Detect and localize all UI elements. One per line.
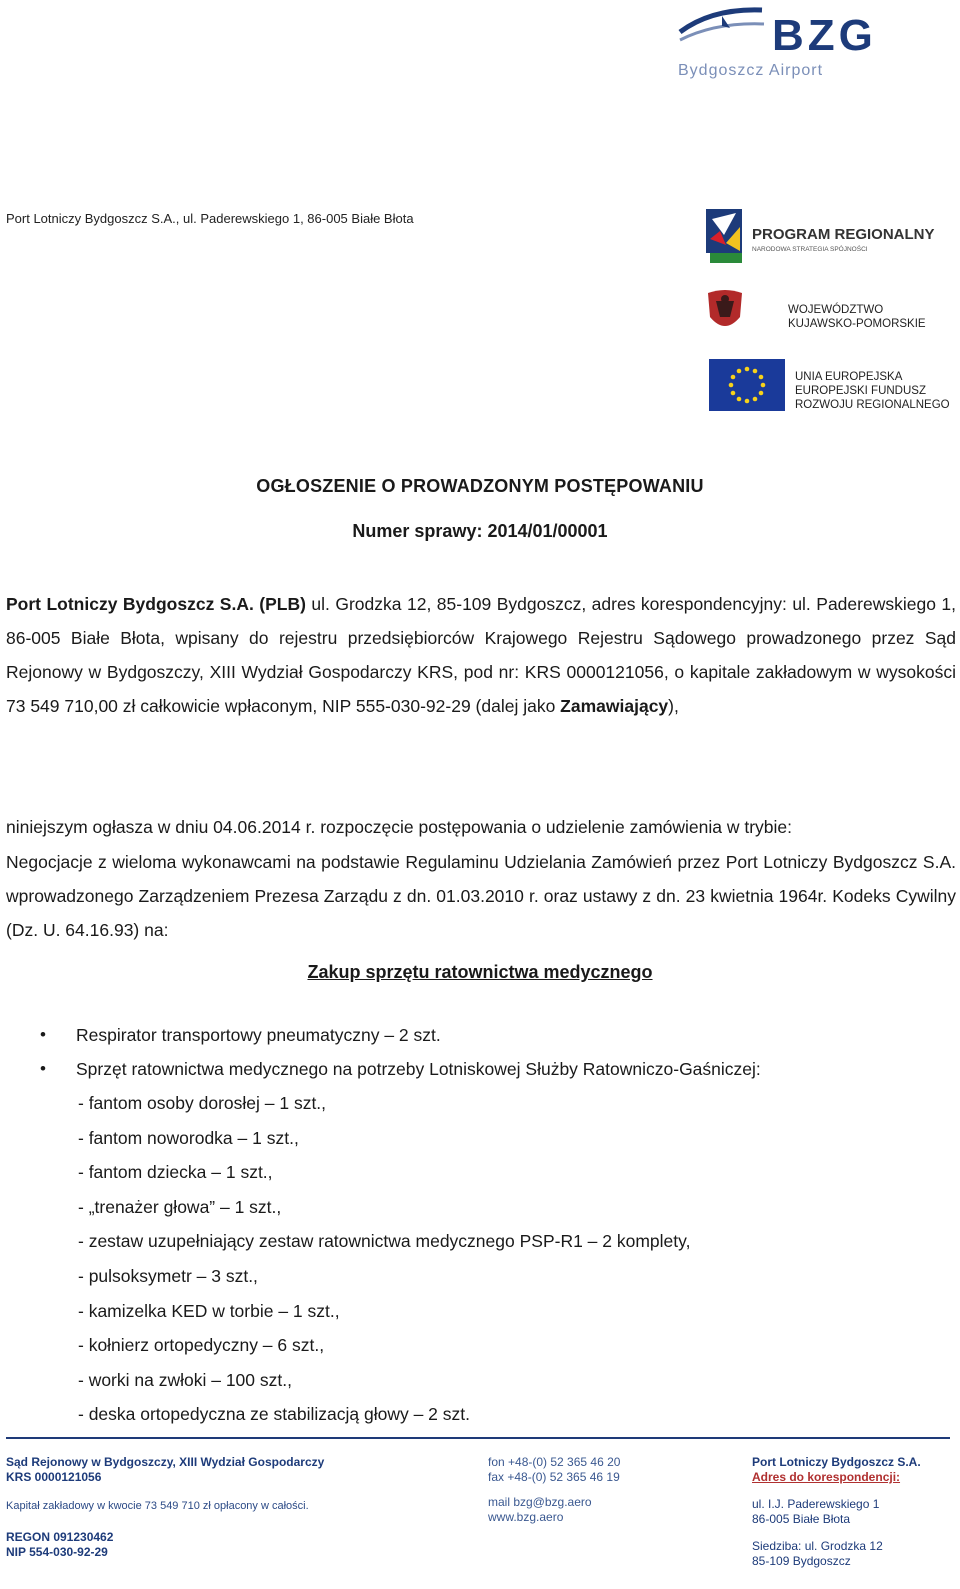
document-title: OGŁOSZENIE O PROWADZONYM POSTĘPOWANIU	[256, 476, 704, 496]
bzg-airport-logo	[672, 2, 934, 82]
voivodeship-crest-icon	[704, 287, 746, 337]
footer-company-name: Port Lotniczy Bydgoszcz S.A.	[752, 1455, 921, 1469]
announcement-paragraph: niniejszym ogłasza w dniu 04.06.2014 r. rozpoczęcie postępowania o udzielenie zamówienia w trybie:	[6, 817, 793, 837]
footer-contact	[488, 1455, 620, 1525]
eu-flag-icon	[709, 359, 785, 411]
procedure-mode-paragraph: Negocjacje z wieloma wykonawcami na podstawie Regulaminu Udzielania Zamówień przez Port Lotniczy Bydgoszcz S.A. wprowadzonego Zarządzeniem Prezesa Zarządu z dn. 01.03.2010 r. oraz ustawy z dn. 23 kwietnia 1964r. Kodeks Cywilny (Dz. U. 64.16.93) na:	[6, 852, 956, 940]
footer-fax: fax +48-(0) 52 365 46 19	[488, 1470, 620, 1484]
case-number: Numer sprawy: 2014/01/00001	[352, 521, 608, 541]
footer-website[interactable]: www.bzg.aero	[488, 1510, 564, 1524]
footer-regon: REGON 091230462	[6, 1530, 114, 1544]
footer-corr-label: Adres do korespondencji:	[752, 1470, 901, 1484]
footer-court: Sąd Rejonowy w Bydgoszczy, XIII Wydział Gospodarczy	[6, 1455, 325, 1469]
bzg-logo-text: BZG	[772, 11, 877, 60]
program-regionalny-logo	[706, 209, 938, 267]
list-item: • Respirator transportowy pneumatyczny – 2 szt.	[40, 1018, 940, 1052]
footer-seat-city: 85-109 Bydgoszcz	[752, 1554, 851, 1568]
organization-details: ul. Grodzka 12, 85-109 Bydgoszcz, adres korespondencyjny: ul. Paderewskiego 1, 86-005 Białe Błota, wpisany do rejestru przedsiębiorców Krajowego Rejestru Sądowego prowadzonego przez Sąd Rejonowy w Bydgoszczy, XIII Wydział Gospodarczy KRS, pod nr: KRS 0000121056, o kapitale zakładowym w wysokości 73 549 710,00 zł całkowicie wpłaconym, NIP 555-030-92-29 (dalej jako	[6, 594, 956, 716]
sublist-item: - kołnierz ortopedyczny – 6 szt.,	[78, 1335, 325, 1356]
procurement-subject: Zakup sprzętu ratownictwa medycznego	[307, 962, 653, 982]
sublist-item: - deska ortopedyczna ze stabilizacją głowy – 2 szt.	[78, 1404, 470, 1425]
footer-nip: NIP 554-030-92-29	[6, 1545, 108, 1559]
sublist-item: - worki na zwłoki – 100 szt.,	[78, 1369, 292, 1390]
bzg-logo-subtitle: Bydgoszcz Airport	[678, 62, 824, 79]
footer-seat: Siedziba: ul. Grodzka 12	[752, 1539, 883, 1553]
footer-company	[752, 1455, 921, 1569]
footer-email[interactable]: mail bzg@bzg.aero	[488, 1495, 592, 1509]
ordering-party: Zamawiający	[560, 696, 669, 716]
footer-registry	[6, 1455, 324, 1560]
sublist-item: - fantom noworodka – 1 szt.,	[78, 1127, 299, 1148]
sublist-item: - „trenażer głowa” – 1 szt.,	[78, 1196, 282, 1217]
footer-capital: Kapitał zakładowy w kwocie 73 549 710 zł opłacony w całości.	[6, 1500, 309, 1512]
items-list	[40, 1018, 940, 1432]
sublist-item: - kamizelka KED w torbie – 1 szt.,	[78, 1300, 340, 1321]
sublist-item: - fantom dziecka – 1 szt.,	[78, 1162, 273, 1183]
sublist-item: - zestaw uzupełniający zestaw ratownictwa medycznego PSP-R1 – 2 komplety,	[78, 1231, 691, 1252]
footer-divider	[6, 1437, 950, 1439]
sublist-item: - fantom osoby dorosłej – 1 szt.,	[78, 1093, 327, 1113]
list-item: • Sprzęt ratownictwa medycznego na potrzeby Lotniskowej Służby Ratowniczo-Gaśniczej:	[40, 1052, 940, 1086]
intro-paragraph: Port Lotniczy Bydgoszcz S.A. (PLB) ul. Grodzka 12, 85-109 Bydgoszcz, adres korespondencyjny: ul. Paderewskiego 1, 86-005 Białe Błota, wpisany do rejestru przedsiębiorców Krajowego Rejestru Sądowego prowadzonego przez Sąd Rejonowy w Bydgoszczy, XIII Wydział Gospodarczy KRS, pod nr: KRS 0000121056, o kapitale zakładowym w wysokości 73 549 710,00 zł całkowicie wpłaconym, NIP 555-030-92-29 (dalej jako Zamawiający),	[6, 594, 956, 716]
organization-name: Port Lotniczy Bydgoszcz S.A. (PLB)	[6, 594, 306, 614]
equipment-sublist	[40, 1086, 940, 1432]
sublist-item: - pulsoksymetr – 3 szt.,	[78, 1265, 258, 1286]
program-logo-subtitle: NARODOWA STRATEGIA SPÓJNOŚCI	[752, 246, 868, 253]
footer-phone: fon +48-(0) 52 365 46 20	[488, 1455, 621, 1469]
footer-corr-city: 86-005 Białe Błota	[752, 1512, 851, 1526]
header-address: Port Lotniczy Bydgoszcz S.A., ul. Paderewskiego 1, 86-005 Białe Błota	[6, 211, 414, 226]
footer-krs: KRS 0000121056	[6, 1470, 102, 1484]
program-logo-title: PROGRAM REGIONALNY	[752, 226, 935, 243]
footer-corr-street: ul. I.J. Paderewskiego 1	[752, 1497, 880, 1511]
eu-fund-label: UNIA EUROPEJSKA EUROPEJSKI FUNDUSZ ROZWOJU REGIONALNEGO	[795, 371, 950, 411]
voivodeship-label: WOJEWÓDZTWO KUJAWSKO-POMORSKIE	[788, 304, 926, 330]
